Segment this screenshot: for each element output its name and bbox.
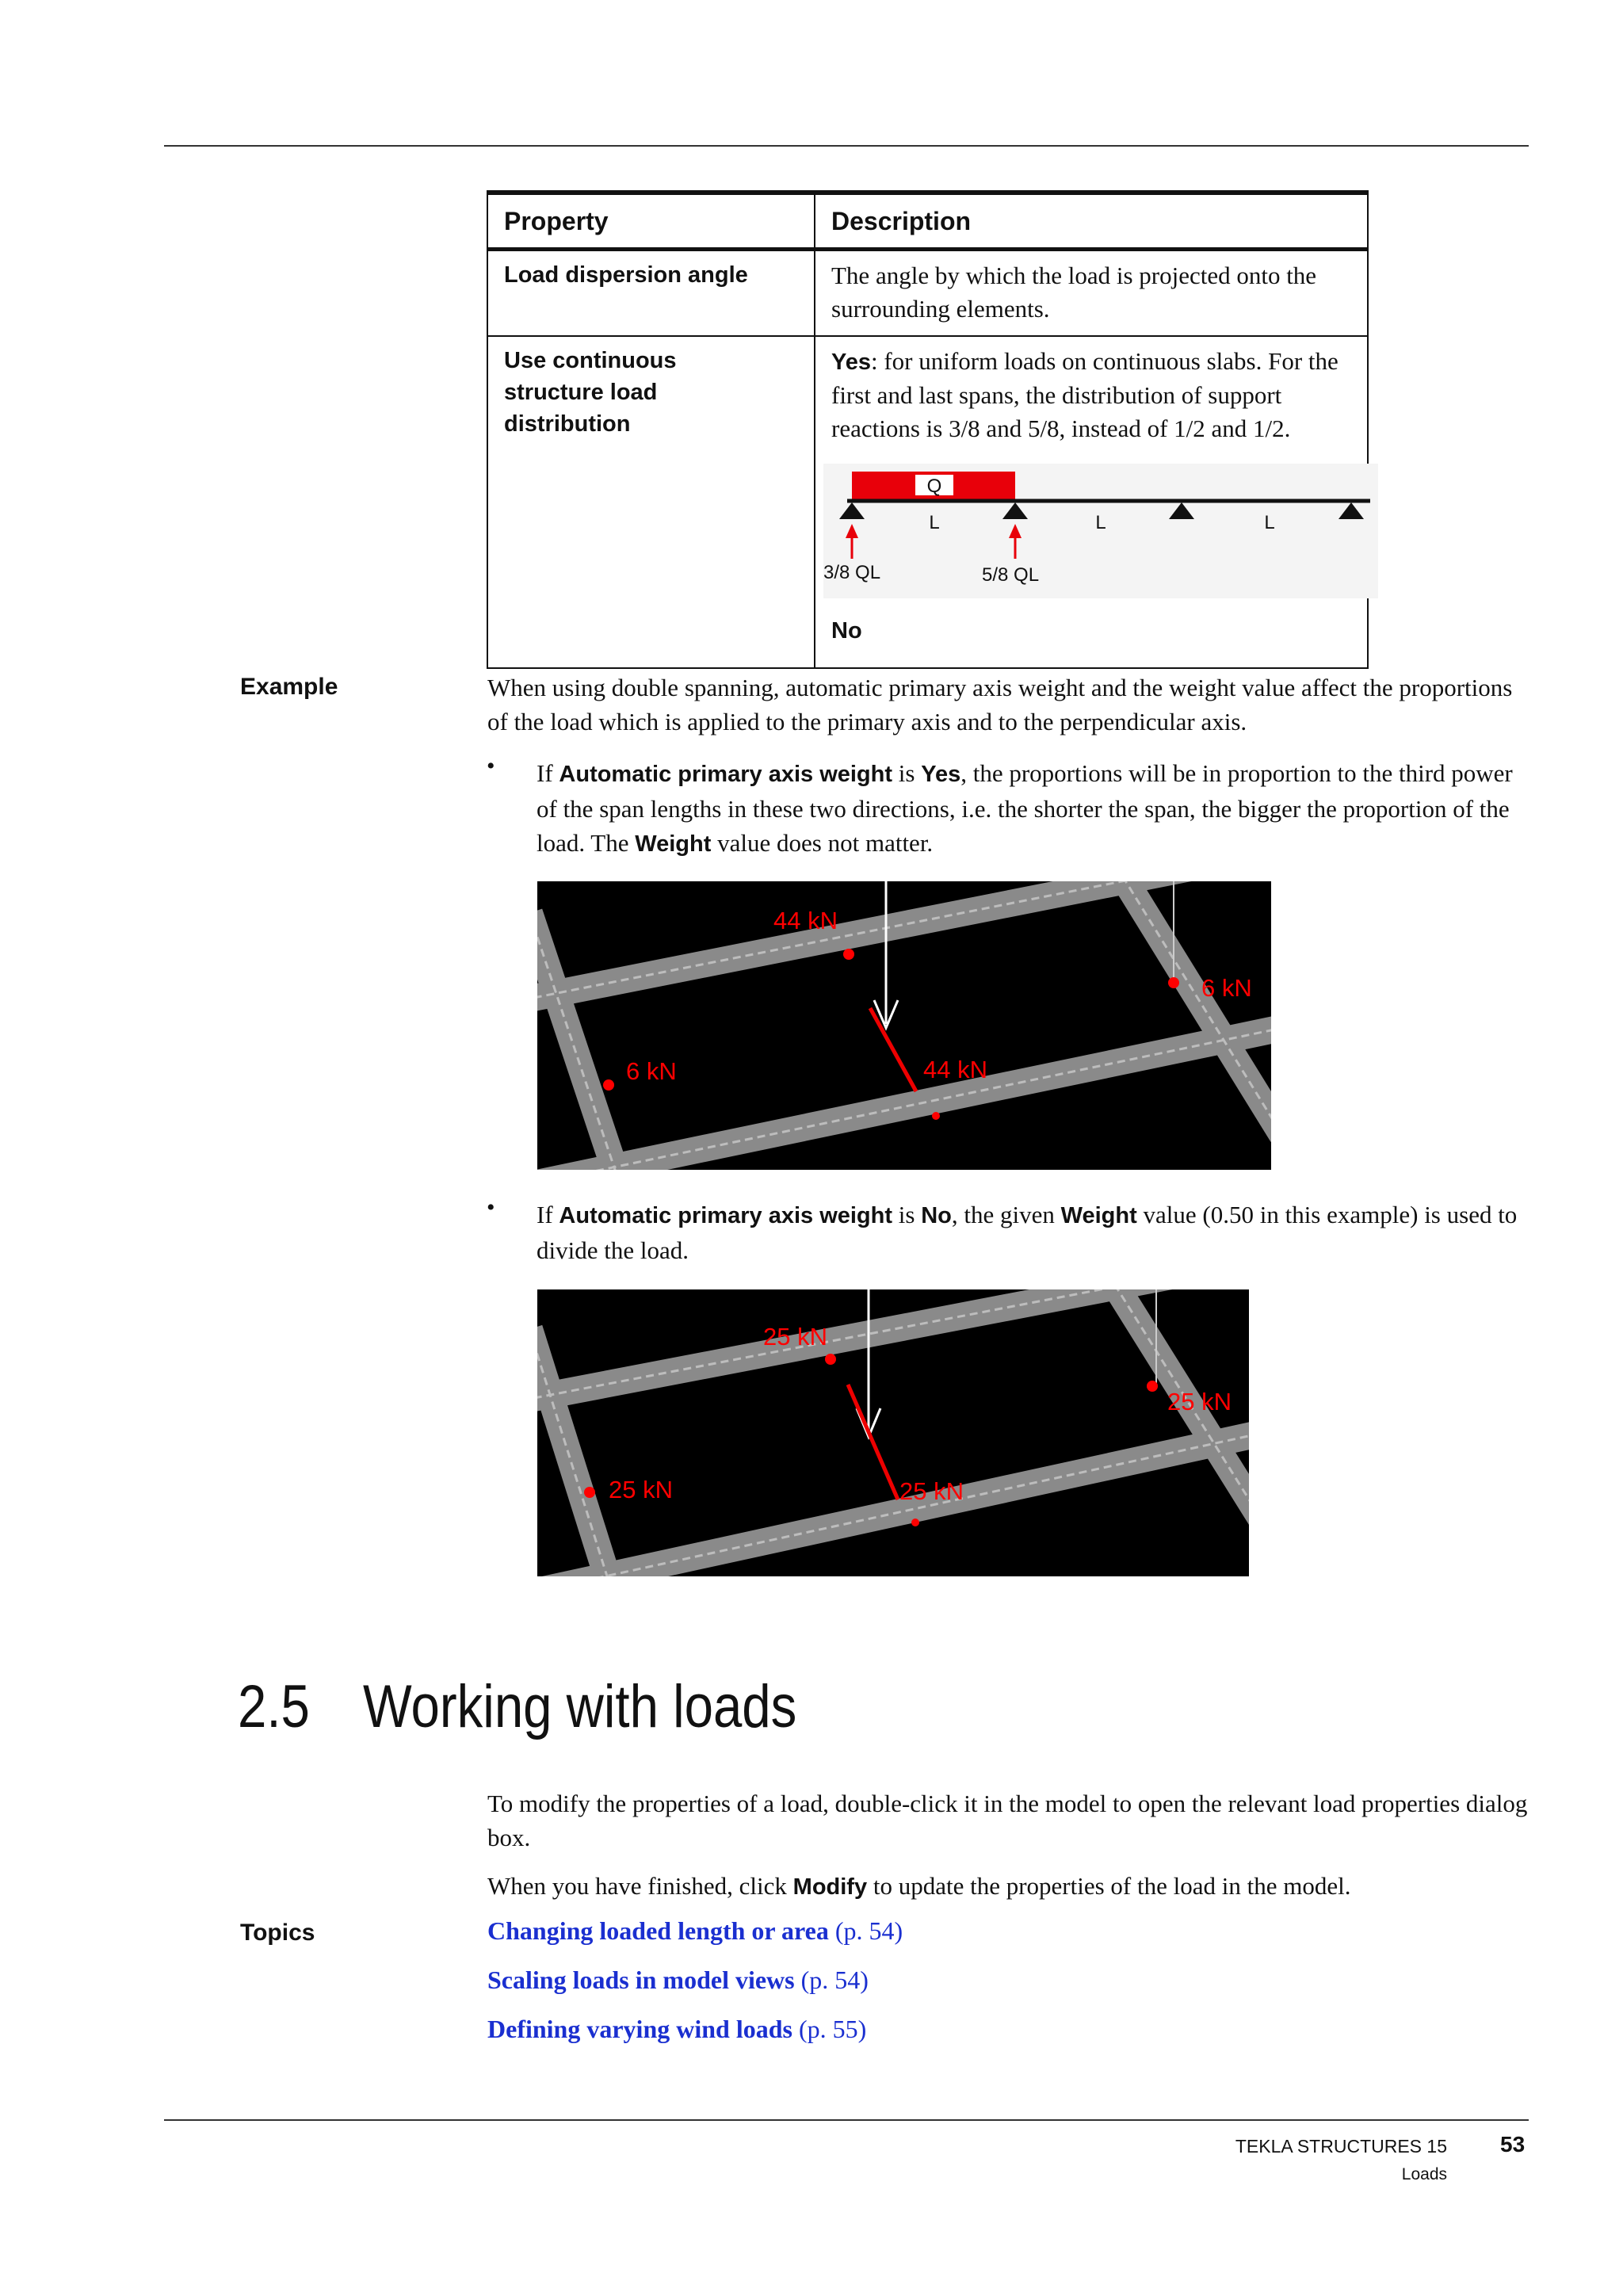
- topics-label: Topics: [240, 1920, 315, 1946]
- paragraph-text: When you have finished, click: [487, 1872, 793, 1900]
- topic-link-title[interactable]: Changing loaded length or area: [487, 1916, 829, 1945]
- bullet-icon: •: [487, 753, 495, 779]
- topic-link-page[interactable]: (p. 54): [794, 1966, 869, 1994]
- example-intro: When using double spanning, automatic primary axis weight and the weight value affect the proportions of the load which is applied to the primary axis and to the perpendicular axis.: [487, 674, 1513, 735]
- bullet-2-text: , the given: [951, 1201, 1061, 1228]
- bullet-1-bold: Weight: [635, 831, 712, 857]
- top-rule: [164, 145, 1529, 147]
- bullet-icon: •: [487, 1194, 495, 1221]
- load-point: [932, 1112, 940, 1120]
- table-row: [487, 250, 1368, 337]
- bullet-2-bold: Automatic primary axis weight: [559, 1203, 893, 1228]
- no-label: No: [831, 618, 862, 644]
- bullet-1-text: value does not matter.: [711, 829, 934, 857]
- load-label-right: 25 kN: [1167, 1388, 1232, 1415]
- yes-text: : for uniform loads on continuous slabs. For the first and last spans, the distribution of support reactions is 3/8 and 5/8, instead of 1/2 and 1/2.: [831, 347, 1338, 442]
- span-label-1: L: [929, 512, 940, 533]
- yes-description: [831, 345, 1353, 445]
- load-point: [911, 1519, 919, 1526]
- reaction-left-label: 3/8 QL: [823, 562, 881, 583]
- topic-link-title[interactable]: Scaling loads in model views: [487, 1966, 795, 1994]
- property-cell: Load dispersion angle: [487, 250, 815, 337]
- description-cell: [815, 336, 1368, 668]
- bullet-2-text: If: [537, 1201, 559, 1228]
- property-cell: Use continuous structure load distribution: [487, 336, 815, 668]
- paragraph-text: to update the properties of the load in the model.: [867, 1872, 1351, 1900]
- topic-link-page[interactable]: (p. 55): [792, 2015, 867, 2043]
- topic-link-varying-wind-loads[interactable]: [487, 2015, 866, 2044]
- footer-chapter-name: Loads: [1401, 2165, 1447, 2183]
- load-point: [1168, 977, 1179, 988]
- table-row: [487, 336, 1368, 668]
- bullet-1-bold: Automatic primary axis weight: [559, 762, 893, 787]
- yes-label: Yes: [831, 350, 871, 375]
- example-label: Example: [240, 674, 338, 700]
- bullet-1-text: , the proportions will be in proportion to the third power of the span lengths in these two directions, i.e. the shorter the span, the bigger the proportion of the load. The: [537, 759, 1513, 857]
- bullet-1: [537, 756, 1535, 861]
- bullet-2: [537, 1198, 1535, 1267]
- span-label-2: L: [1095, 512, 1106, 533]
- load-label-top: 25 kN: [763, 1323, 827, 1350]
- footer-rule: [164, 2119, 1529, 2121]
- load-point: [584, 1487, 595, 1498]
- load-point: [603, 1079, 614, 1091]
- topic-link-changing-loaded-length[interactable]: [487, 1916, 903, 1946]
- bullet-1-text: is: [892, 759, 922, 787]
- load-point: [843, 949, 854, 960]
- load-label: Q: [926, 476, 942, 497]
- model-screenshot-2: [537, 1289, 1249, 1576]
- topic-link-title[interactable]: Defining varying wind loads: [487, 2015, 792, 2043]
- model-screenshot-1: [537, 881, 1271, 1170]
- modify-keyword: Modify: [792, 1874, 868, 1900]
- reaction-right-label: 5/8 QL: [982, 564, 1040, 586]
- bullet-1-text: If: [537, 759, 559, 787]
- load-label-bottom: 44 kN: [923, 1056, 987, 1083]
- footer-product-name: TEKLA STRUCTURES 15: [1235, 2136, 1447, 2157]
- bullet-2-text: value (0.50 in this example) is used to divide the load.: [537, 1201, 1518, 1264]
- topic-link-scaling-loads[interactable]: [487, 1966, 869, 1995]
- topic-link-page[interactable]: (p. 54): [828, 1916, 903, 1945]
- continuous-beam-diagram: [823, 464, 1378, 598]
- bullet-1-bold: Yes: [921, 762, 961, 787]
- footer-page-number: 53: [1500, 2132, 1526, 2157]
- property-table: [487, 190, 1369, 669]
- load-point: [1147, 1381, 1158, 1392]
- load-label-right: 6 kN: [1201, 974, 1252, 1002]
- section-number: 2.5: [238, 1673, 310, 1740]
- load-label-left: 25 kN: [609, 1476, 673, 1503]
- bullet-2-bold: Weight: [1060, 1203, 1137, 1228]
- load-label-bottom: 25 kN: [899, 1477, 964, 1505]
- description-cell: The angle by which the load is projected onto the surrounding elements.: [815, 250, 1368, 337]
- span-label-3: L: [1264, 512, 1275, 533]
- bullet-2-text: is: [892, 1201, 922, 1228]
- section-paragraph-1: To modify the properties of a load, double-click it in the model to open the relevant load properties dialog box.: [487, 1790, 1528, 1851]
- load-point: [825, 1354, 836, 1365]
- table-header-property: Property: [487, 193, 815, 250]
- table-header-description: Description: [815, 193, 1368, 250]
- section-title: Working with loads: [363, 1673, 797, 1740]
- section-paragraph-2: [487, 1869, 1533, 1904]
- load-label-left: 6 kN: [626, 1057, 677, 1085]
- bullet-2-bold: No: [921, 1203, 952, 1228]
- load-label-top: 44 kN: [773, 907, 838, 934]
